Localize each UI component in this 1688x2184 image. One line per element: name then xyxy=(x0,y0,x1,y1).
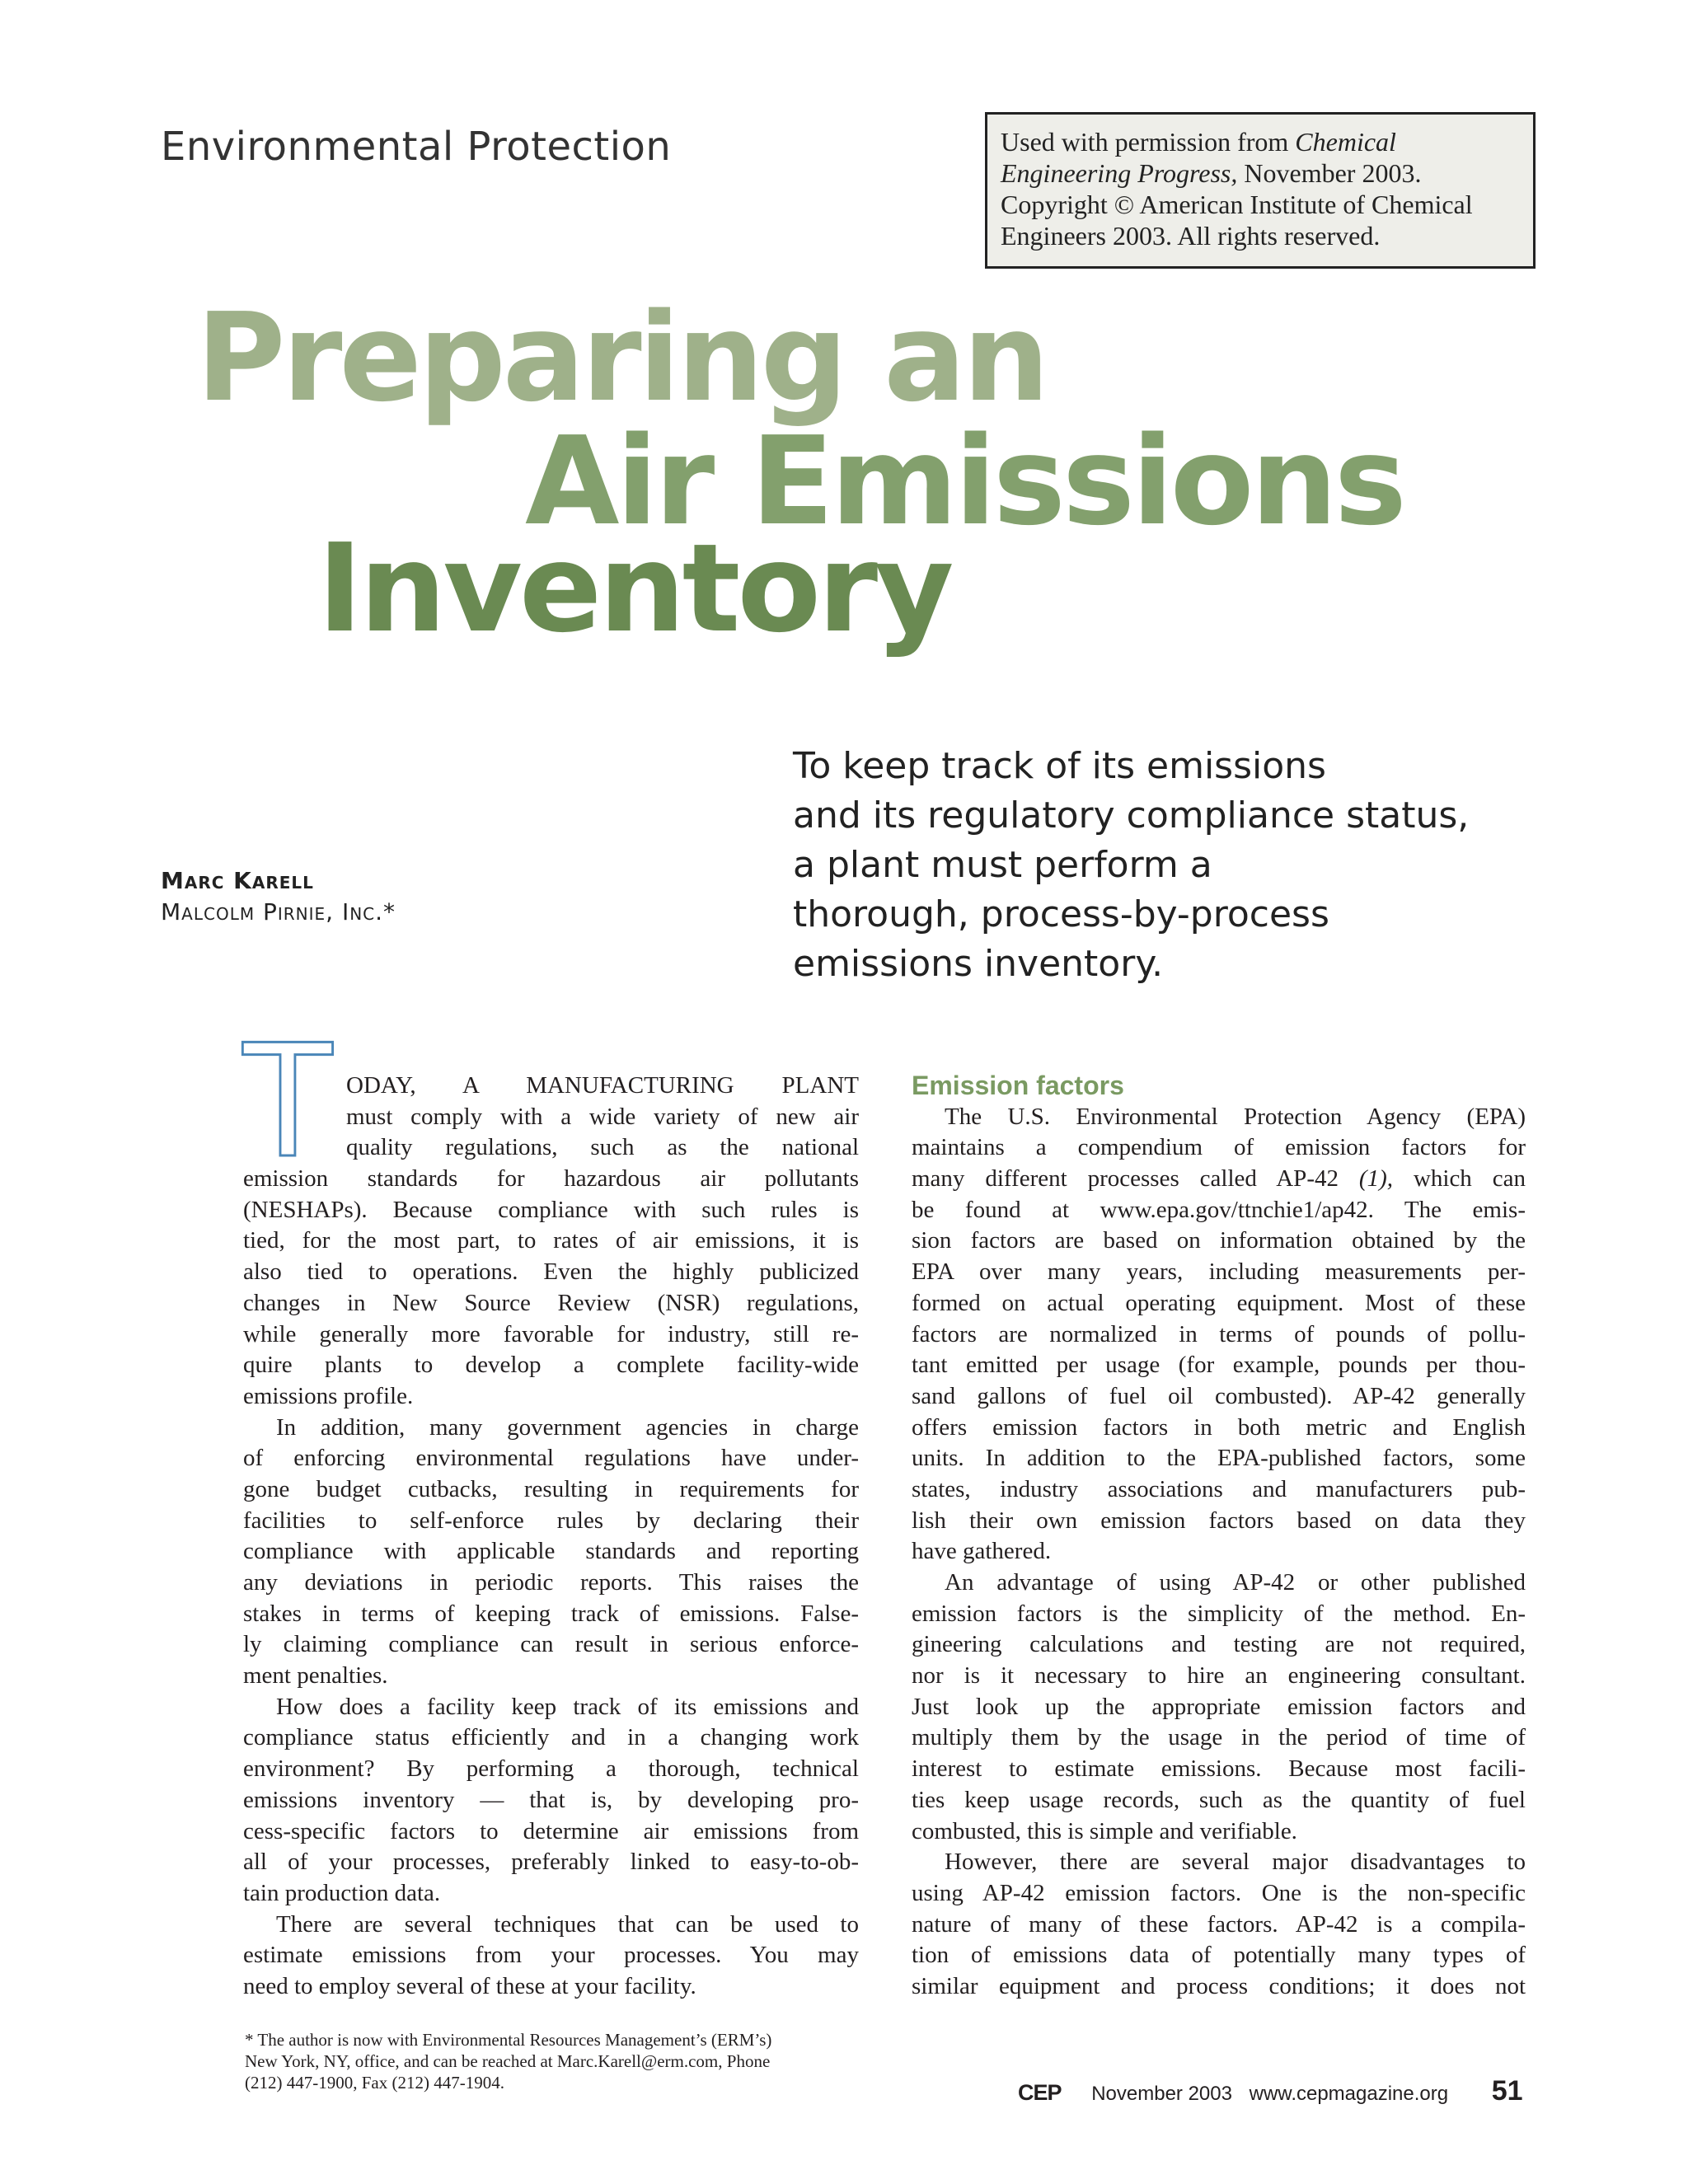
body-line: cess-specific factors to determine air emissions from xyxy=(243,1817,859,1844)
body-line: stakes in terms of keeping track of emissions. False- xyxy=(243,1600,859,1627)
body-line-with-reference: many different processes called AP-42 (1), which can xyxy=(912,1165,1526,1193)
deck-line: To keep track of its emissions xyxy=(793,745,1326,787)
page-footer xyxy=(1018,2075,1523,2107)
reference-citation: (1), xyxy=(1358,1165,1393,1193)
body-line: similar equipment and process conditions; it does not xyxy=(912,1972,1526,1999)
body-line: tied, for the most part, to rates of air emissions, it is xyxy=(243,1227,859,1254)
body-line: while generally more favorable for industry, still re- xyxy=(243,1320,859,1347)
left-column xyxy=(243,1071,859,2003)
title-line-1: Preparing an xyxy=(196,287,1047,429)
body-line: formed on actual operating equipment. Most of these xyxy=(912,1289,1526,1316)
body-line: environment? By performing a thorough, technical xyxy=(243,1755,859,1783)
body-line: Just look up the appropriate emission factors and xyxy=(912,1693,1526,1720)
body-line: any deviations in periodic reports. This raises the xyxy=(243,1569,859,1596)
body-line: compliance status efficiently and in a changing work xyxy=(243,1724,859,1751)
body-line: An advantage of using AP-42 or other published xyxy=(945,1569,1526,1596)
author-footnote xyxy=(245,2029,771,2093)
body-line: must comply with a wide variety of new air xyxy=(346,1103,859,1130)
drop-cap-glyph: T xyxy=(239,1032,336,1164)
footnote-line: (212) 447-1900, Fax (212) 447-1904. xyxy=(245,2073,504,2093)
body-line: ties keep usage records, such as the quantity of fuel xyxy=(912,1786,1526,1813)
deck-line: and its regulatory compliance status, xyxy=(793,794,1470,837)
body-line: How does a facility keep track of its emissions and xyxy=(276,1693,859,1720)
permission-line-1: Used with permission from Chemical xyxy=(1001,127,1396,157)
body-line: quality regulations, such as the national xyxy=(346,1134,859,1161)
body-line: In addition, many government agencies in charge xyxy=(276,1413,859,1441)
body-line: quire plants to develop a complete facility-wide xyxy=(243,1352,859,1379)
section-label: Environmental Protection xyxy=(161,124,672,170)
section-heading-emission-factors: Emission factors xyxy=(912,1071,1124,1100)
page-number: 51 xyxy=(1491,2075,1523,2107)
permission-line-3: Copyright © American Institute of Chemical xyxy=(1001,190,1473,219)
body-line: need to employ several of these at your facility. xyxy=(243,1972,696,1999)
body-line: also tied to operations. Even the highly publicized xyxy=(243,1258,859,1286)
body-line: sion factors are based on information obtained by the xyxy=(912,1227,1526,1254)
body-line: The U.S. Environmental Protection Agency (EPA) xyxy=(945,1103,1526,1130)
body-line: emissions profile. xyxy=(243,1382,414,1409)
magazine-logo: CEP xyxy=(1018,2080,1062,2105)
body-line: sand gallons of fuel oil combusted). AP-42 generally xyxy=(912,1382,1526,1409)
body-line: all of your processes, preferably linked to easy-to-ob- xyxy=(243,1849,859,1876)
deck-line: a plant must perform a xyxy=(793,844,1212,886)
issue-date: November 2003 xyxy=(1091,2083,1232,2105)
deck-line: emissions inventory. xyxy=(793,943,1164,985)
body-line: units. In addition to the EPA-published factors, some xyxy=(912,1445,1526,1472)
body-line: maintains a compendium of emission factors for xyxy=(912,1134,1526,1161)
body-line: estimate emissions from your processes. You may xyxy=(243,1942,859,1969)
body-line: compliance with applicable standards and reporting xyxy=(243,1538,859,1565)
body-line: emissions inventory — that is, by developing pro- xyxy=(243,1786,859,1813)
body-line: nor is it necessary to hire an engineering consultant. xyxy=(912,1662,1526,1690)
body-line: However, there are several major disadvantages to xyxy=(945,1849,1526,1876)
permission-line-2: Engineering Progress, November 2003. xyxy=(1001,158,1422,188)
permission-line-4: Engineers 2003. All rights reserved. xyxy=(1001,221,1381,251)
article-deck xyxy=(793,742,1469,989)
footnote-line: * The author is now with Environmental Resources Management’s (ERM’s) xyxy=(245,2030,772,2050)
title-line-2: Air Emissions xyxy=(525,410,1404,552)
body-line: ment penalties. xyxy=(243,1662,388,1690)
body-line: factors are normalized in terms of pounds of pollu- xyxy=(912,1320,1526,1347)
deck-line: thorough, process-by-process xyxy=(793,893,1329,935)
body-line: (NESHAPs). Because compliance with such rules is xyxy=(243,1196,859,1223)
body-line: interest to estimate emissions. Because most facili- xyxy=(912,1755,1526,1783)
body-line: ly claiming compliance can result in serious enforce- xyxy=(243,1631,859,1658)
body-line: states, industry associations and manufacturers pub- xyxy=(912,1475,1526,1502)
footnote-line: New York, NY, office, and can be reached at Marc.Karell@erm.com, Phone xyxy=(245,2051,771,2071)
body-line: There are several techniques that can be used to xyxy=(276,1910,859,1938)
body-line: gineering calculations and testing are not required, xyxy=(912,1631,1526,1658)
body-line: lish their own emission factors based on data they xyxy=(912,1507,1526,1534)
body-line: facilities to self-enforce rules by declaring their xyxy=(243,1507,859,1534)
body-line: have gathered. xyxy=(912,1538,1052,1565)
magazine-url: www.cepmagazine.org xyxy=(1249,2083,1449,2105)
author-affiliation: Malcolm Pirnie, Inc.* xyxy=(161,898,396,926)
body-line: changes in New Source Review (NSR) regulations, xyxy=(243,1289,859,1316)
body-line: EPA over many years, including measurements per- xyxy=(912,1258,1526,1286)
body-line: using AP-42 emission factors. One is the non-specific xyxy=(912,1879,1526,1906)
permission-notice xyxy=(985,112,1536,269)
right-column xyxy=(912,1071,1526,2003)
body-line: combusted, this is simple and verifiable. xyxy=(912,1817,1297,1844)
body-line: nature of many of these factors. AP-42 is a compila- xyxy=(912,1910,1526,1938)
body-line: emission factors is the simplicity of the method. En- xyxy=(912,1600,1526,1627)
author-name: Marc Karell xyxy=(161,867,314,894)
body-line: tant emitted per usage (for example, pounds per thou- xyxy=(912,1352,1526,1379)
body-line: emission standards for hazardous air pollutants xyxy=(243,1165,859,1193)
body-line: tion of emissions data of potentially many types of xyxy=(912,1942,1526,1969)
body-line: offers emission factors in both metric and English xyxy=(912,1413,1526,1441)
body-line: ODAY, A MANUFACTURING PLANT xyxy=(346,1072,859,1099)
body-line: multiply them by the usage in the period of time of xyxy=(912,1724,1526,1751)
title-line-3: Inventory xyxy=(317,518,951,659)
body-line: gone budget cutbacks, resulting in requirements for xyxy=(243,1475,859,1502)
body-line: be found at www.epa.gov/ttnchie1/ap42. The emis- xyxy=(912,1196,1526,1223)
body-line: tain production data. xyxy=(243,1879,441,1906)
body-line: of enforcing environmental regulations have under- xyxy=(243,1445,859,1472)
